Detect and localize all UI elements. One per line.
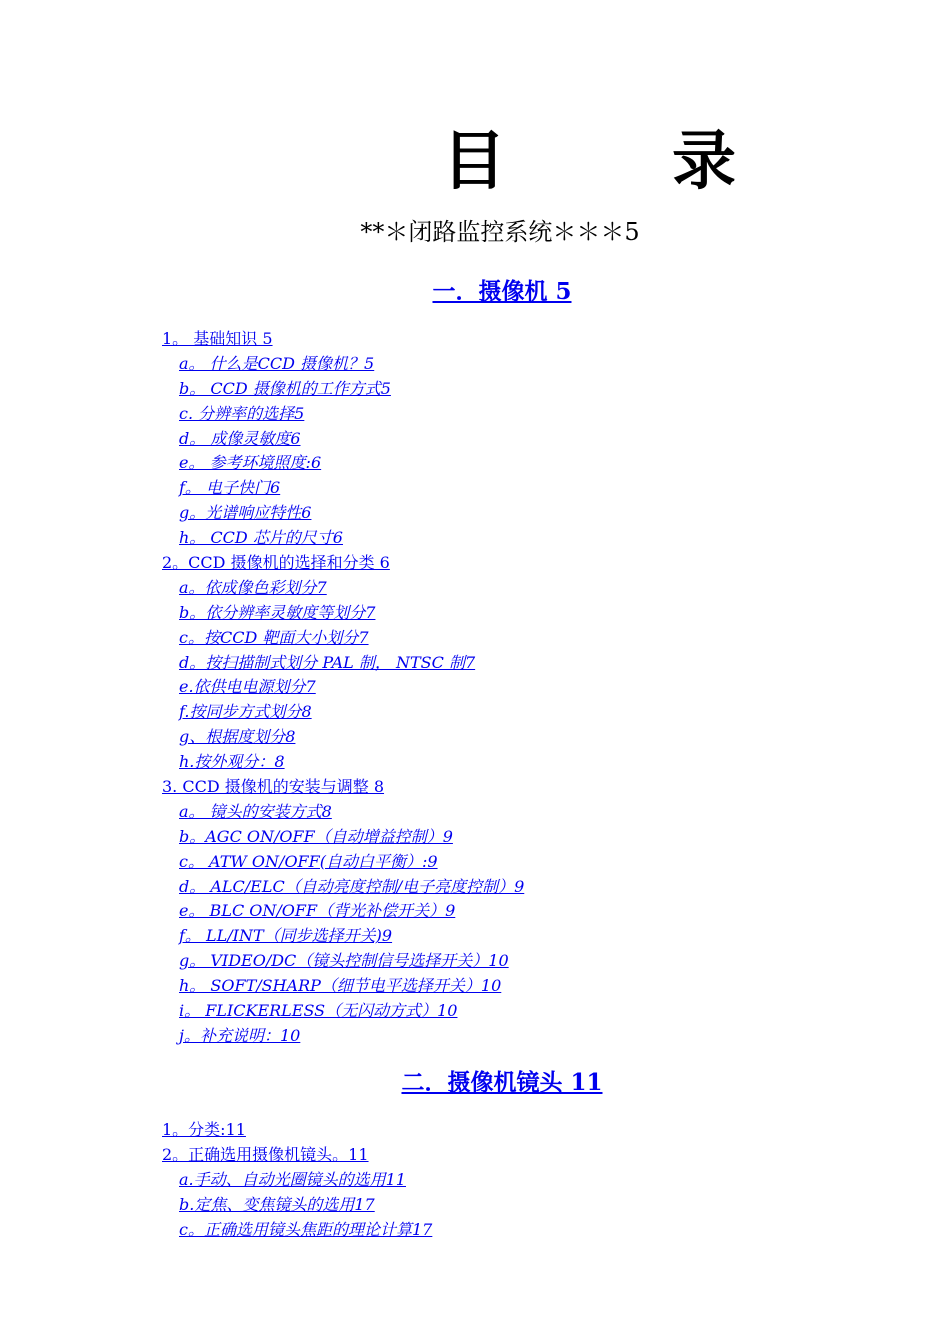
toc-entry-link[interactable]: d。按扫描制式划分 PAL 制， NTSC 制7	[179, 652, 476, 672]
toc-entry-link[interactable]: 2。CCD 摄像机的选择和分类 6	[162, 553, 390, 573]
toc-entry	[0, 377, 950, 402]
toc-entry-link[interactable]: j。补充说明：10	[179, 1025, 301, 1045]
toc-entry-link[interactable]: c。 ATW ON/OFF(自动白平衡）:9	[179, 851, 438, 871]
toc-entry	[0, 1143, 950, 1168]
toc-entry	[0, 700, 950, 725]
toc-entry	[0, 352, 950, 377]
toc-list-camera-lens	[0, 1118, 950, 1242]
toc-entry	[0, 800, 950, 825]
toc-entry-link[interactable]: f.按同步方式划分8	[179, 702, 312, 722]
toc-entry-link[interactable]: h。 SOFT/SHARP（细节电平选择开关）10	[179, 976, 502, 996]
toc-entry	[0, 750, 950, 775]
toc-entry	[0, 974, 950, 999]
toc-entry-link[interactable]: c。按CCD 靶面大小划分7	[179, 627, 369, 647]
toc-entry	[0, 1193, 950, 1218]
toc-entry-link[interactable]: d。 成像灵敏度6	[179, 428, 301, 448]
toc-entry-link[interactable]: b。依分辨率灵敏度等划分7	[179, 602, 376, 622]
toc-entry-link[interactable]: i。 FLICKERLESS（无闪动方式）10	[179, 1001, 458, 1021]
toc-entry	[0, 1168, 950, 1193]
toc-entry-link[interactable]: h.按外观分：8	[179, 752, 285, 772]
toc-entry-link[interactable]: a。依成像色彩划分7	[179, 577, 327, 597]
toc-entry	[0, 327, 950, 352]
toc-entry	[0, 675, 950, 700]
toc-entry-link[interactable]: b。 CCD 摄像机的工作方式5	[179, 378, 391, 398]
toc-entry	[0, 1024, 950, 1049]
toc-entry	[0, 476, 950, 501]
document-subtitle: **＊闭路监控系统＊＊＊5	[360, 218, 640, 246]
toc-entry-link[interactable]: 2。正确选用摄像机镜头。11	[162, 1144, 369, 1164]
toc-entry-link[interactable]: 3. CCD 摄像机的安装与调整 8	[162, 777, 385, 797]
toc-entry	[0, 402, 950, 427]
toc-entry	[0, 451, 950, 476]
toc-entry-link[interactable]: g、根据度划分8	[179, 727, 296, 747]
toc-entry	[0, 775, 950, 800]
toc-entry	[0, 576, 950, 601]
toc-entry-link[interactable]: f。 电子快门6	[179, 478, 281, 498]
section-heading-camera	[0, 276, 950, 308]
toc-entry-link[interactable]: c. 分辨率的选择5	[179, 403, 305, 423]
toc-entry-link[interactable]: b.定焦、变焦镜头的选用17	[179, 1194, 375, 1214]
toc-entry	[0, 999, 950, 1024]
toc-entry-link[interactable]: h。 CCD 芯片的尺寸6	[179, 528, 343, 548]
toc-entry	[0, 427, 950, 452]
page-title-part-1: 目	[442, 125, 506, 199]
toc-entry	[0, 899, 950, 924]
toc-entry	[0, 1118, 950, 1143]
toc-entry-link[interactable]: c。正确选用镜头焦距的理论计算17	[179, 1219, 433, 1239]
toc-entry-link[interactable]: a.手动、自动光圈镜头的选用11	[179, 1169, 406, 1189]
toc-entry	[0, 1218, 950, 1243]
toc-entry	[0, 875, 950, 900]
toc-entry-link[interactable]: 1。分类:11	[162, 1120, 246, 1139]
page-title-part-2: 录	[672, 125, 736, 199]
toc-entry	[0, 551, 950, 576]
toc-entry-link[interactable]: d。 ALC/ELC（自动亮度控制/电子亮度控制）9	[179, 876, 525, 896]
toc-entry	[0, 626, 950, 651]
toc-entry-link[interactable]: g。 VIDEO/DC（镜头控制信号选择开关）10	[179, 951, 509, 971]
toc-entry	[0, 651, 950, 676]
section-link-camera-lens[interactable]: 二．摄像机镜头 11	[401, 1069, 603, 1096]
toc-entry-link[interactable]: f。 LL/INT（同步选择开关)9	[179, 926, 393, 946]
toc-entry-link[interactable]: e.依供电电源划分7	[179, 677, 316, 697]
toc-entry	[0, 850, 950, 875]
toc-entry	[0, 725, 950, 750]
toc-entry-link[interactable]: b。AGC ON/OFF（自动增益控制）9	[179, 826, 453, 846]
toc-entry	[0, 924, 950, 949]
toc-entry	[0, 825, 950, 850]
toc-entry-link[interactable]: a。 镜头的安装方式8	[179, 801, 332, 821]
toc-entry	[0, 949, 950, 974]
toc-entry	[0, 526, 950, 551]
toc-entry-link[interactable]: a。 什么是CCD 摄像机？5	[179, 353, 375, 373]
section-link-camera[interactable]: 一．摄像机 5	[432, 278, 572, 305]
toc-entry-link[interactable]: e。 参考环境照度:6	[179, 453, 322, 473]
toc-entry	[0, 501, 950, 526]
section-heading-camera-lens	[0, 1067, 950, 1099]
toc-entry-link[interactable]: e。 BLC ON/OFF（背光补偿开关）9	[179, 901, 456, 921]
toc-entry-link[interactable]: g。光谱响应特性6	[179, 503, 312, 523]
toc-entry	[0, 601, 950, 626]
toc-list-camera	[0, 327, 950, 1049]
toc-entry-link[interactable]: 1。 基础知识 5	[162, 329, 273, 348]
